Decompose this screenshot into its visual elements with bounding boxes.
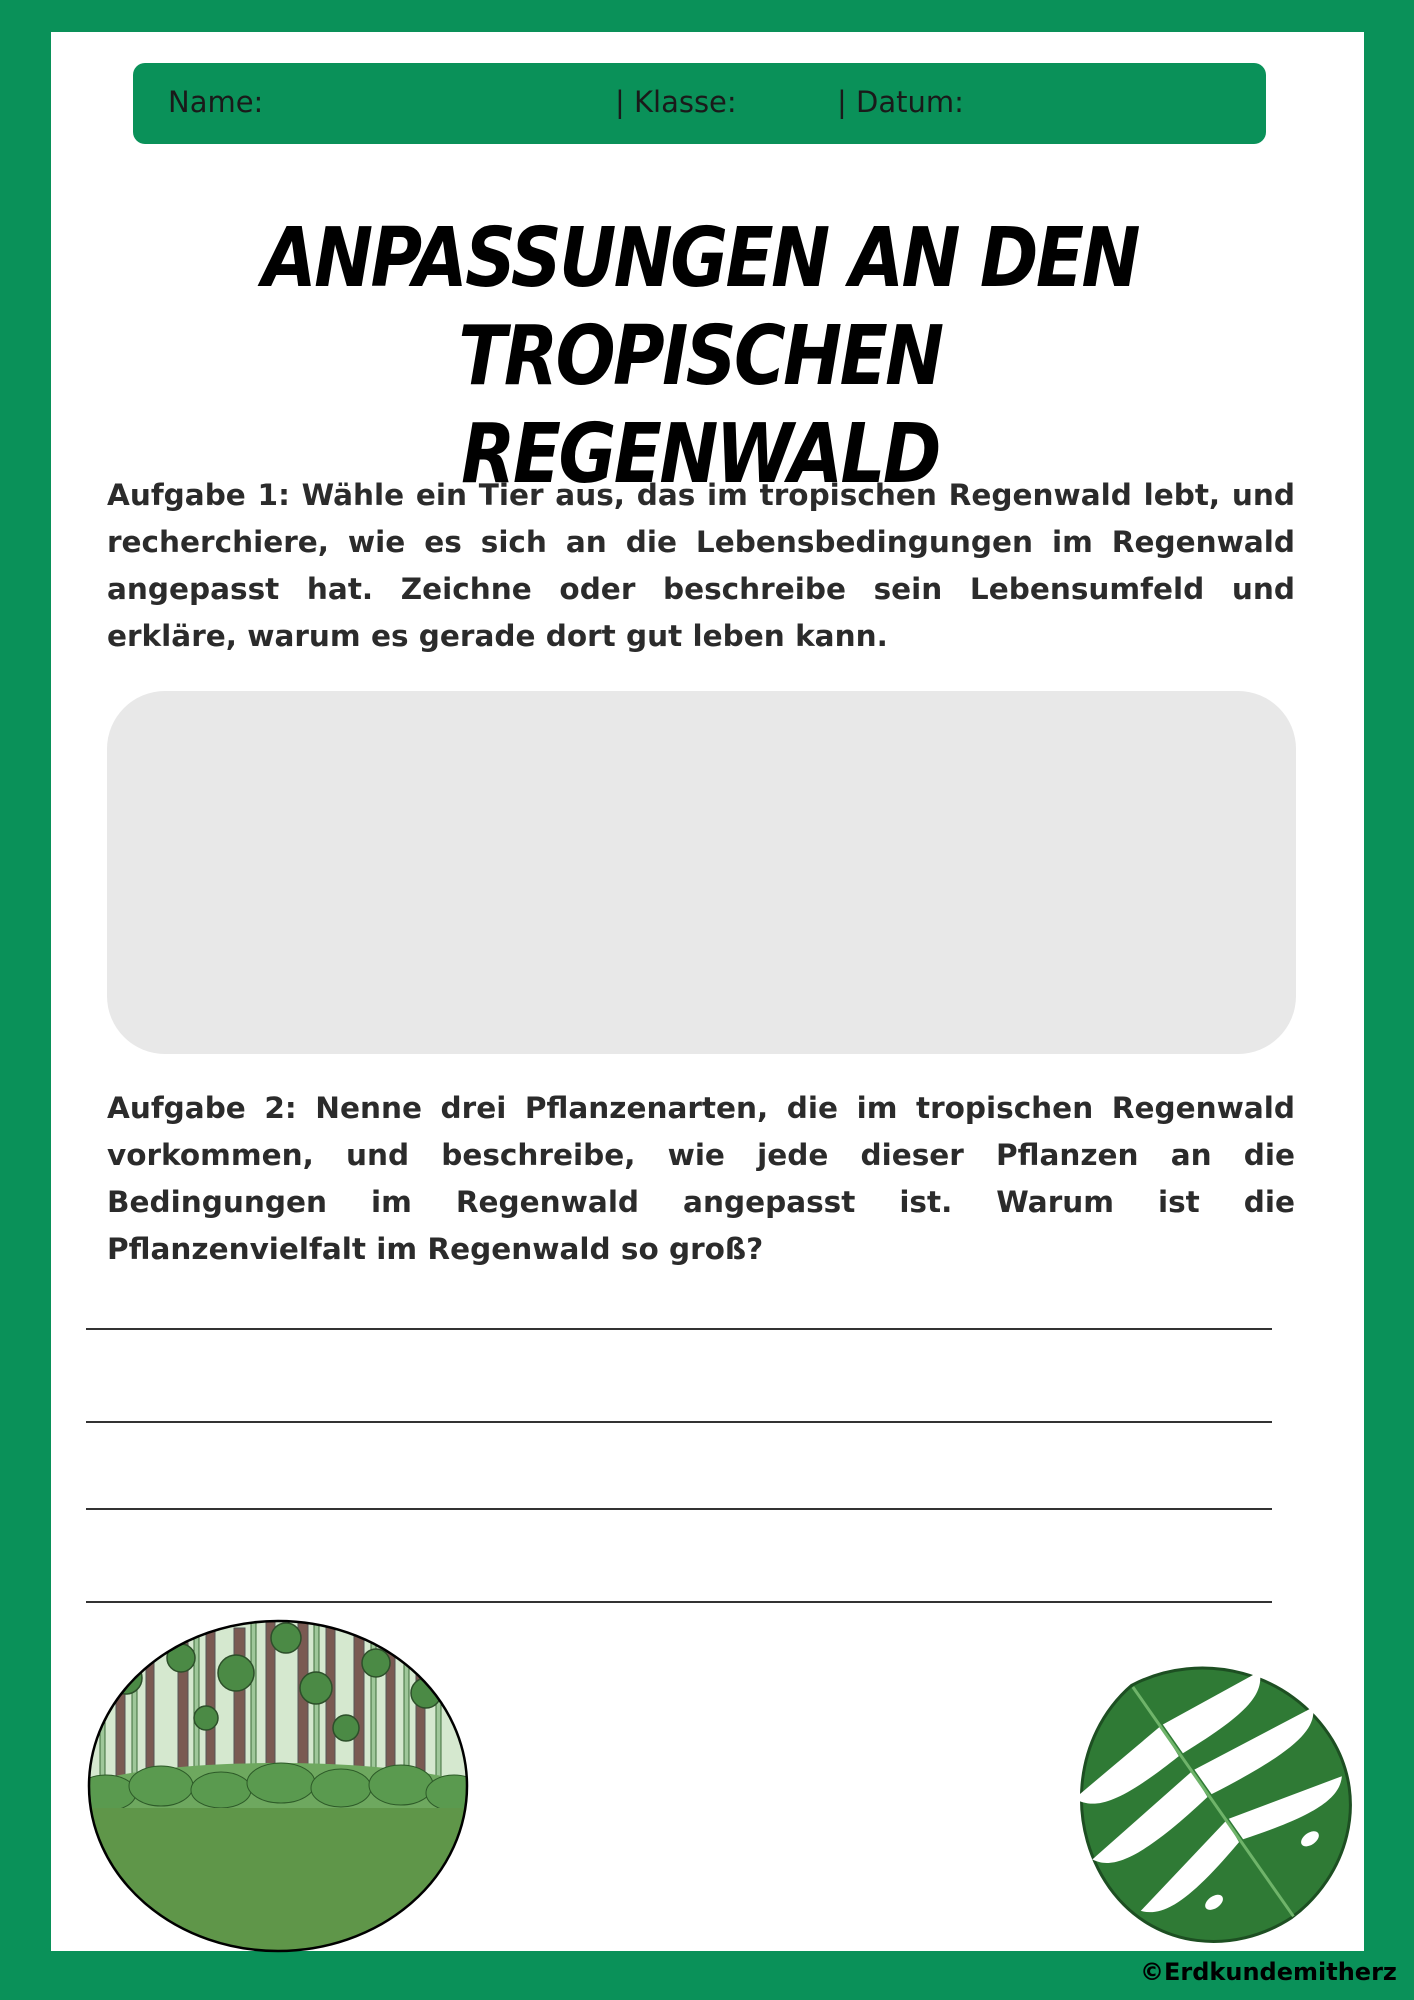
copyright-text: ©Erdkundemitherz [1140,1958,1397,1986]
answer-line[interactable] [86,1421,1272,1423]
name-label: Name: [168,85,264,119]
monstera-leaf-icon [1060,1650,1365,1950]
klasse-label: | Klasse: [615,85,737,119]
datum-label: | Datum: [837,85,964,119]
drawing-answer-box[interactable] [107,691,1296,1054]
worksheet-title [210,210,1190,504]
task-2-text: Aufgabe 2: Nenne drei Pflanzenarten, die im tropischen Regenwald vorkommen, und beschreibe, wie jede dieser Pflanzen an die Bedingungen im Regenwald angepasst ist. Warum ist die Pflanzenvielfalt im Regenwald so groß? [107,1091,1295,1266]
task-1-text: Aufgabe 1: Wähle ein Tier aus, das im tropischen Regenwald lebt, und recherchiere, wie es sich an die Lebensbedingungen im Regenwald angepasst hat. Zeichne oder beschreibe sein Lebensumfeld und erkläre, warum es gerade dort gut leben kann. [107,478,1295,653]
student-info-bar [133,63,1266,144]
answer-line[interactable] [86,1601,1272,1603]
answer-line[interactable] [86,1508,1272,1510]
answer-line[interactable] [86,1328,1272,1330]
title-line-1: ANPASSUNGEN AN DEN [262,211,1138,306]
title-line-2: TROPISCHEN REGENWALD [458,309,942,502]
rainforest-icon [86,1618,471,1955]
